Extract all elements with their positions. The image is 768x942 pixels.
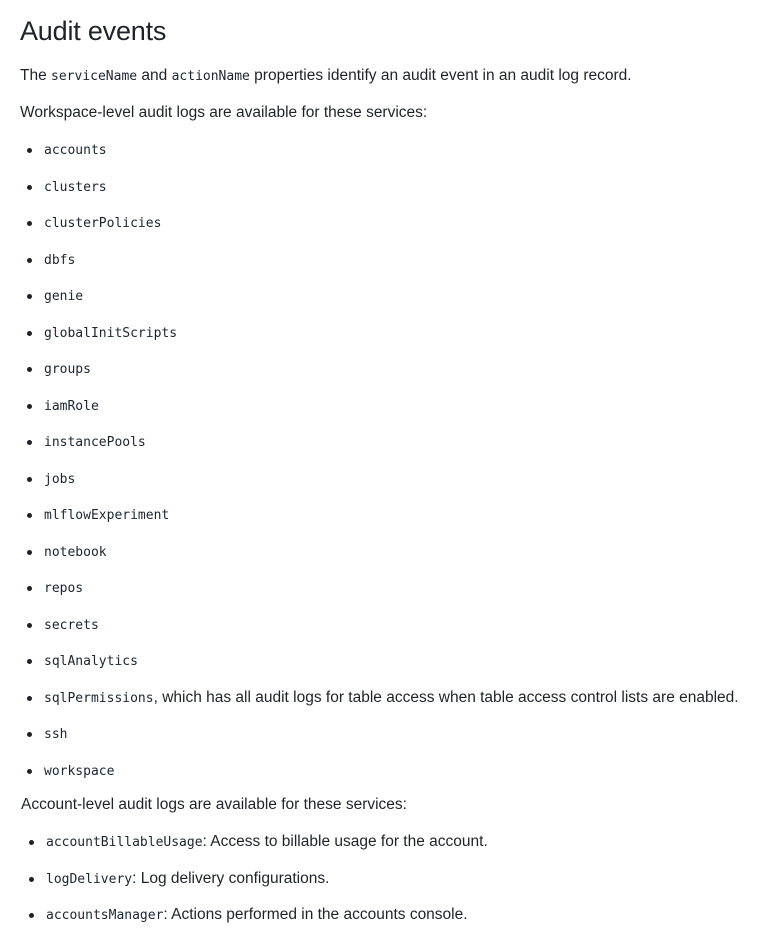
workspace-heading: Workspace-level audit logs are available for these services: xyxy=(20,104,428,121)
action-name-code: actionName xyxy=(171,69,250,84)
service-code: groups xyxy=(44,362,91,377)
service-code: accounts xyxy=(44,143,107,158)
list-item xyxy=(20,286,739,323)
intro-prefix: The xyxy=(20,67,52,84)
list-item xyxy=(22,905,488,942)
list-item xyxy=(20,651,739,688)
list-item xyxy=(20,396,739,433)
bullet-icon xyxy=(27,148,32,153)
service-name-code: serviceName xyxy=(51,69,138,84)
service-description: , which has all audit logs for table access when table access control lists are enabled. xyxy=(153,688,739,706)
service-code: notebook xyxy=(44,544,107,560)
service-code: repos xyxy=(44,581,84,596)
list-item xyxy=(20,761,739,798)
list-item xyxy=(22,869,488,906)
bullet-icon xyxy=(27,331,32,336)
bullet-icon xyxy=(29,840,34,845)
bullet-icon xyxy=(27,258,32,263)
service-code: workspace xyxy=(44,763,115,779)
service-code: logDelivery xyxy=(46,871,133,887)
service-code: genie xyxy=(44,289,84,304)
service-description: : Actions performed in the accounts console. xyxy=(163,906,468,923)
service-code: globalInitScripts xyxy=(44,325,178,341)
service-code: iamRole xyxy=(44,398,99,414)
bullet-icon xyxy=(27,623,32,628)
bullet-icon xyxy=(27,294,32,299)
service-code: jobs xyxy=(44,471,76,487)
page-title: Audit events xyxy=(20,16,167,46)
list-item xyxy=(20,323,739,360)
service-code: accountBillableUsage xyxy=(46,835,203,850)
service-code: sqlPermissions xyxy=(44,690,154,706)
bullet-icon xyxy=(27,367,32,372)
list-item xyxy=(22,832,488,869)
list-item xyxy=(20,578,739,615)
bullet-icon xyxy=(27,769,32,774)
account-services-list xyxy=(22,832,488,942)
service-code: dbfs xyxy=(44,252,76,268)
list-item xyxy=(20,140,739,177)
service-code: secrets xyxy=(44,617,99,633)
account-heading: Account-level audit logs are available for these services: xyxy=(21,796,407,813)
list-item xyxy=(20,359,739,396)
list-item xyxy=(20,724,739,761)
list-item xyxy=(20,213,739,250)
bullet-icon xyxy=(27,732,32,737)
service-description: : Log delivery configurations. xyxy=(132,869,330,887)
bullet-icon xyxy=(27,185,32,190)
bullet-icon xyxy=(29,913,34,918)
service-code: ssh xyxy=(44,727,68,742)
service-code: clusters xyxy=(44,179,107,195)
list-item xyxy=(20,469,739,506)
intro-paragraph xyxy=(20,67,632,85)
bullet-icon xyxy=(27,440,32,445)
list-item xyxy=(20,505,739,542)
bullet-icon xyxy=(27,696,32,701)
service-code: mlflowExperiment xyxy=(44,508,170,523)
bullet-icon xyxy=(27,586,32,591)
bullet-icon xyxy=(27,404,32,409)
service-code: instancePools xyxy=(44,435,146,450)
service-description: : Access to billable usage for the account. xyxy=(202,833,488,850)
bullet-icon xyxy=(29,877,34,882)
list-item xyxy=(20,250,739,287)
service-code: accountsManager xyxy=(46,908,164,923)
list-item xyxy=(20,688,739,725)
bullet-icon xyxy=(27,659,32,664)
intro-mid: and xyxy=(137,67,172,84)
bullet-icon xyxy=(27,550,32,555)
list-item xyxy=(20,615,739,652)
list-item xyxy=(20,177,739,214)
service-code: sqlAnalytics xyxy=(44,654,138,669)
bullet-icon xyxy=(27,477,32,482)
service-code: clusterPolicies xyxy=(44,216,162,231)
list-item xyxy=(20,432,739,469)
list-item xyxy=(20,542,739,579)
bullet-icon xyxy=(27,513,32,518)
workspace-services-list xyxy=(20,140,739,797)
intro-suffix: properties identify an audit event in an audit log record. xyxy=(249,67,632,84)
bullet-icon xyxy=(27,221,32,226)
